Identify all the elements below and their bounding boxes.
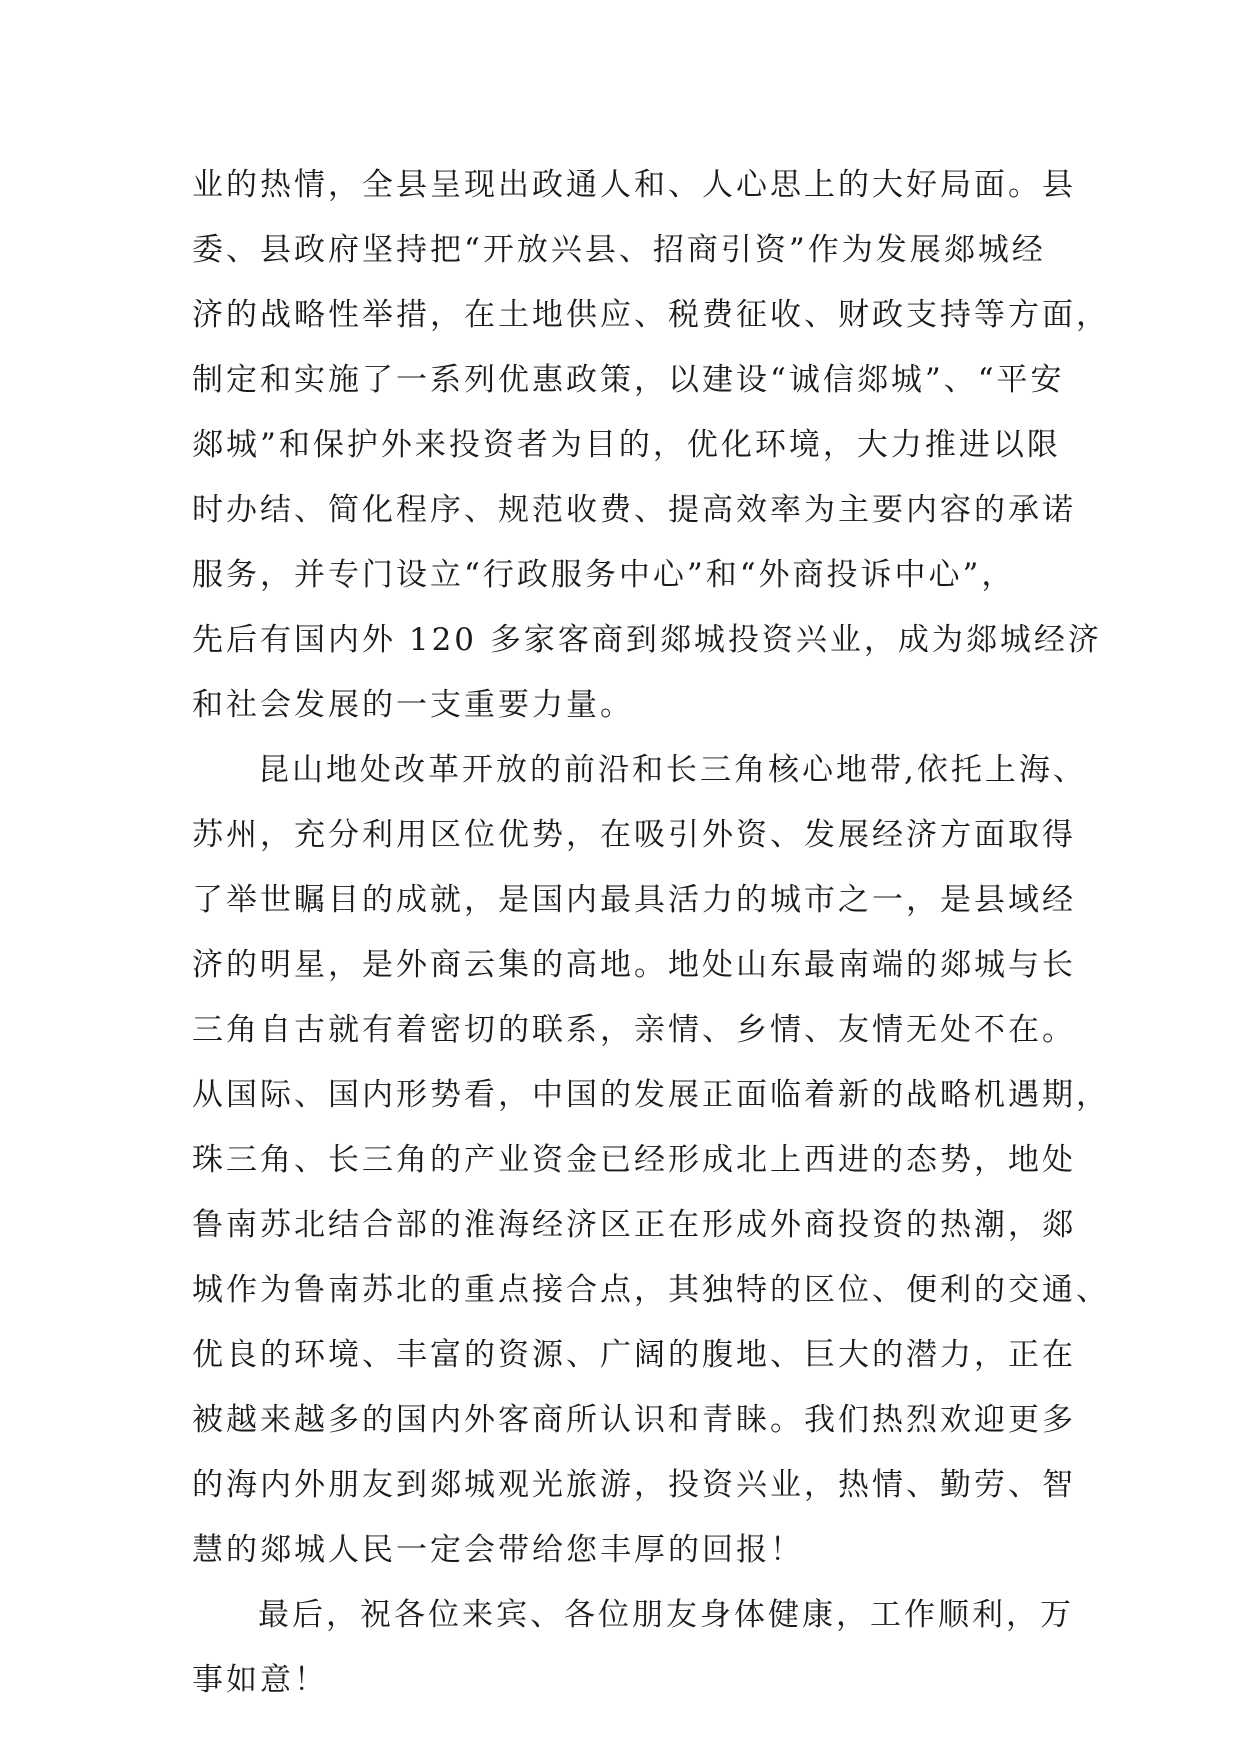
paragraph-1	[192, 153, 1110, 738]
document-body	[192, 153, 1110, 1713]
text-line: 城作为鲁南苏北的重点接合点，其独特的区位、便利的交通、	[192, 1272, 1110, 1308]
text-line: 被越来越多的国内外客商所认识和青睐。我们热烈欢迎更多	[192, 1402, 1076, 1438]
text-line: 珠三角、长三角的产业资金已经形成北上西进的态势，地处	[192, 1142, 1076, 1178]
text-line: 鲁南苏北结合部的淮海经济区正在形成外商投资的热潮，郯	[192, 1207, 1076, 1243]
text-line: 济的战略性举措，在土地供应、税费征收、财政支持等方面，	[192, 297, 1110, 333]
text-line: 昆山地处改革开放的前沿和长三角核心地带,依托上海、	[258, 752, 1087, 788]
text-line: 济的明星，是外商云集的高地。地处山东最南端的郯城与长	[192, 947, 1076, 983]
text-line: 三角自古就有着密切的联系，亲情、乡情、友情无处不在。	[192, 1012, 1076, 1048]
text-line: 委、县政府坚持把“开放兴县、招商引资”作为发展郯城经	[192, 232, 1046, 268]
text-line: 先后有国内外 120 多家客商到郯城投资兴业，成为郯城经济	[192, 622, 1102, 658]
text-line: 的海内外朋友到郯城观光旅游，投资兴业，热情、勤劳、智	[192, 1467, 1076, 1503]
text-line: 制定和实施了一系列优惠政策，以建设“诚信郯城”、“平安	[192, 362, 1065, 398]
text-line: 慧的郯城人民一定会带给您丰厚的回报！	[192, 1532, 804, 1568]
text-line: 郯城”和保护外来投资者为目的，优化环境，大力推进以限	[192, 427, 1061, 463]
text-line: 时办结、简化程序、规范收费、提高效率为主要内容的承诺	[192, 492, 1076, 528]
text-line: 从国际、国内形势看，中国的发展正面临着新的战略机遇期，	[192, 1077, 1110, 1113]
text-line: 业的热情，全县呈现出政通人和、人心思上的大好局面。县	[192, 167, 1076, 203]
paragraph-3	[192, 1583, 1072, 1713]
text-line: 优良的环境、丰富的资源、广阔的腹地、巨大的潜力，正在	[192, 1337, 1076, 1373]
paragraph-2	[192, 738, 1110, 1583]
text-line: 苏州，充分利用区位优势，在吸引外资、发展经济方面取得	[192, 817, 1076, 853]
text-line: 最后，祝各位来宾、各位朋友身体健康，工作顺利，万	[258, 1597, 1074, 1633]
text-line: 和社会发展的一支重要力量。	[192, 687, 634, 723]
text-line: 事如意！	[192, 1662, 328, 1698]
text-line: 了举世瞩目的成就，是国内最具活力的城市之一，是县域经	[192, 882, 1076, 918]
text-line: 服务，并专门设立“行政服务中心”和“外商投诉中心”，	[192, 557, 1016, 593]
